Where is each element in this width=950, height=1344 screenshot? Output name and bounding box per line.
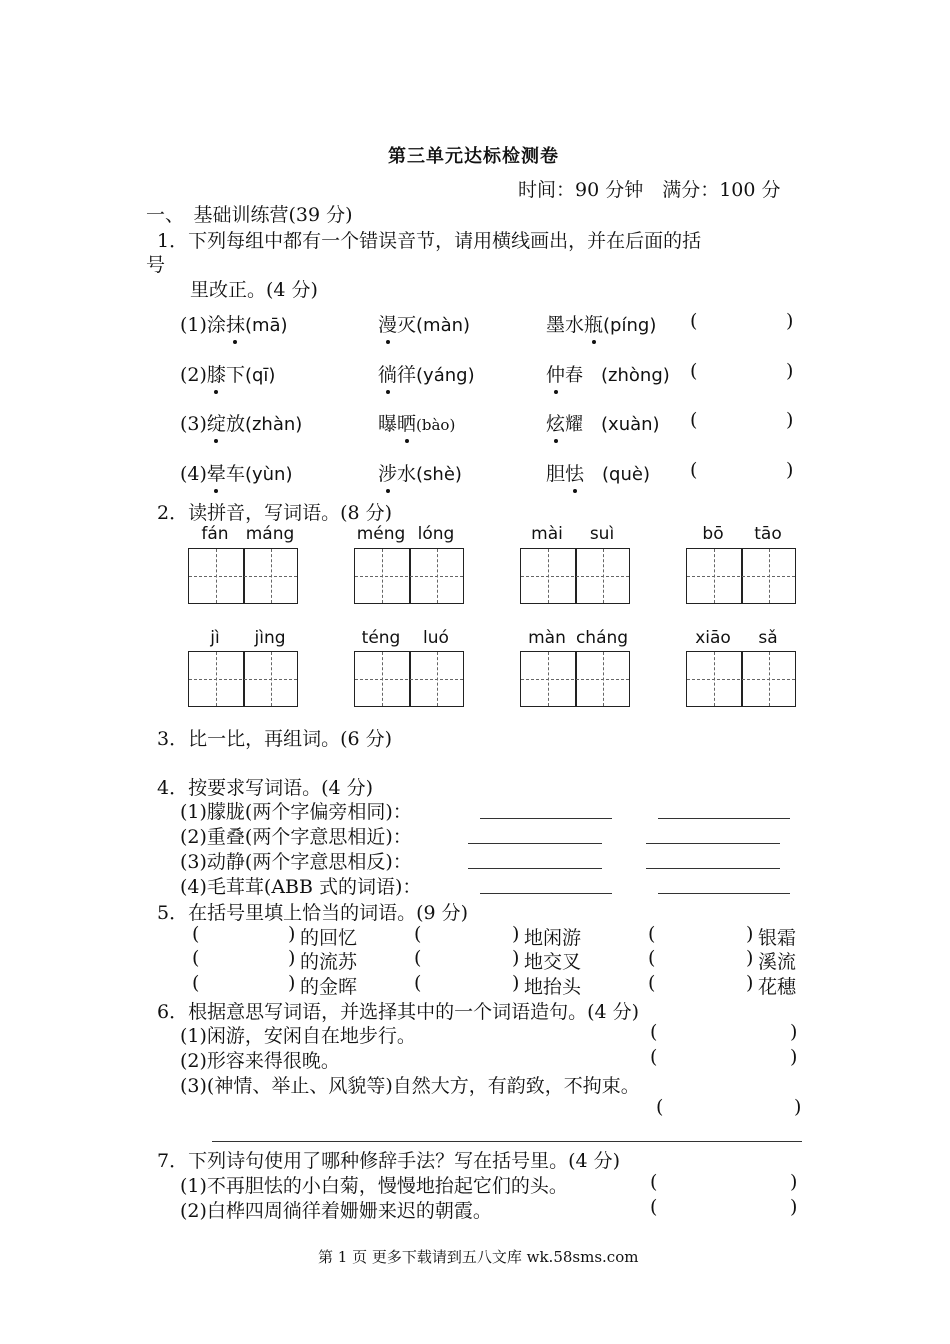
q4-answer-line[interactable]	[480, 818, 612, 819]
q2-pinyin-syllable: bō	[702, 524, 724, 544]
q5-word: 地闲游	[524, 927, 582, 949]
q5-word: 的流苏	[300, 951, 358, 973]
grid-guide	[687, 576, 795, 577]
q1-char-dotted: 炫	[546, 409, 565, 436]
q1-pinyin: (zhàn)	[244, 414, 303, 435]
q2-pinyin-syllable: jì	[210, 628, 220, 648]
q5-paren-left[interactable]: (	[414, 972, 422, 994]
grid-guide	[769, 549, 770, 603]
q2-pinyin-syllable: mài	[531, 524, 563, 544]
grid-guide	[189, 679, 297, 680]
q1-char: 晕	[207, 459, 226, 486]
q1-word-b	[378, 409, 455, 436]
q1-prompt-cont: 号	[146, 254, 166, 276]
q1-answer-paren-right[interactable]: )	[786, 360, 794, 382]
grid-guide	[355, 679, 463, 680]
q6-item: (1)闲游，安闲自在地步行。	[180, 1025, 416, 1047]
q5-word: 地抬头	[524, 976, 582, 998]
q1-word-b	[378, 360, 475, 387]
q1-char: 水	[397, 463, 417, 485]
q7-answer-paren-left[interactable]: (	[650, 1196, 658, 1218]
q2-writing-grid[interactable]	[188, 651, 298, 707]
q2-pinyin-syllable: jìng	[254, 628, 286, 648]
q1-answer-paren-left[interactable]: (	[690, 310, 698, 332]
q6-answer-paren-right[interactable]: )	[794, 1096, 802, 1118]
q1-word-b	[378, 310, 470, 337]
q5-paren-left[interactable]: (	[192, 972, 200, 994]
q5-paren-left[interactable]: (	[648, 923, 656, 945]
q5-word: 银霜	[758, 927, 797, 949]
q1-char-dotted: 怯	[565, 459, 584, 486]
q5-paren-left[interactable]: (	[414, 947, 422, 969]
q1-char: 晒	[397, 409, 416, 436]
q4-prompt: 4．按要求写词语。(4 分)	[157, 777, 374, 799]
q1-char-dotted: 瓶	[584, 310, 603, 337]
q1-answer-paren-left[interactable]: (	[690, 409, 698, 431]
q1-pinyin: 耀 (xuàn)	[565, 414, 660, 435]
grid-guide	[548, 549, 549, 603]
q1-char: 徉	[397, 364, 417, 386]
q6-item: (3)(神情、举止、风貌等)自然大方，有韵致，不拘束。	[180, 1075, 640, 1097]
q2-pinyin-syllable: cháng	[575, 628, 629, 648]
q4-answer-line[interactable]	[480, 893, 612, 894]
q1-row-number: (1)	[180, 314, 207, 336]
q1-row	[180, 409, 302, 436]
q3-prompt: 3．比一比，再组词。(6 分)	[157, 728, 393, 750]
section-1-heading: 一、 基础训练营(39 分)	[146, 204, 353, 226]
q1-word-c	[546, 360, 670, 387]
q1-row-number: (4)	[180, 463, 207, 485]
q4-answer-line[interactable]	[468, 868, 602, 869]
q6-item: (2)形容来得很晚。	[180, 1050, 340, 1072]
grid-guide	[355, 576, 463, 577]
q1-word-c	[546, 409, 660, 436]
q5-paren-left[interactable]: (	[648, 947, 656, 969]
q4-item: (1)朦胧(两个字偏旁相同)：	[180, 801, 412, 823]
q4-item: (2)重叠(两个字意思相近)：	[180, 826, 412, 848]
q5-paren-right[interactable]: )	[746, 972, 754, 994]
q1-word-a	[180, 463, 292, 485]
q1-char: 徜	[378, 360, 397, 387]
q6-sentence-line[interactable]	[212, 1141, 802, 1142]
q7-answer-paren-right[interactable]: )	[790, 1196, 798, 1218]
grid-guide	[603, 652, 604, 706]
q4-item: (4)毛茸茸(ABB 式的词语)：	[180, 876, 422, 898]
q5-paren-right[interactable]: )	[512, 972, 520, 994]
q1-answer-paren-left[interactable]: (	[690, 459, 698, 481]
q4-answer-line[interactable]	[658, 818, 790, 819]
page-footer: 第 1 页 更多下载请到五八文库 wk.58sms.com	[318, 1248, 639, 1266]
q2-pinyin-syllable: téng	[361, 628, 401, 648]
q1-row	[180, 360, 275, 387]
q4-answer-line[interactable]	[658, 893, 790, 894]
grid-guide	[714, 549, 715, 603]
grid-guide	[437, 549, 438, 603]
grid-guide	[714, 652, 715, 706]
q1-pinyin: (bào)	[416, 416, 456, 434]
grid-guide	[382, 652, 383, 706]
q1-char: 漫	[378, 310, 397, 337]
q2-writing-grid[interactable]	[686, 651, 796, 707]
grid-guide	[271, 549, 272, 603]
q1-char: 胆	[546, 463, 566, 485]
q4-answer-line[interactable]	[646, 868, 780, 869]
q2-pinyin-syllable: fán	[201, 524, 229, 544]
q1-char: 涉	[378, 459, 397, 486]
q1-char-dotted: 抹	[226, 310, 245, 337]
q1-prompt: 1．下列每组中都有一个错误音节，请用横线画出，并在后面的括	[157, 230, 702, 252]
q1-answer-paren-right[interactable]: )	[786, 409, 794, 431]
q2-writing-grid[interactable]	[520, 548, 630, 604]
q1-char-dotted: 车	[225, 463, 245, 485]
q4-answer-line[interactable]	[646, 843, 780, 844]
q1-pinyin: 春 (zhòng)	[565, 365, 670, 386]
q6-answer-paren-right[interactable]: )	[790, 1021, 798, 1043]
q5-word: 溪流	[758, 951, 797, 973]
q1-word-c	[546, 310, 656, 337]
q6-answer-paren-right[interactable]: )	[790, 1046, 798, 1068]
q4-answer-line[interactable]	[468, 843, 602, 844]
q1-row	[180, 459, 292, 486]
q5-paren-left[interactable]: (	[414, 923, 422, 945]
q4-item: (3)动静(两个字意思相反)：	[180, 851, 412, 873]
q1-char: 涂	[206, 314, 226, 336]
q6-answer-paren-left[interactable]: (	[656, 1096, 664, 1118]
q2-pinyin-syllable: tāo	[754, 524, 782, 544]
grid-guide	[216, 549, 217, 603]
q1-word-b	[378, 459, 462, 486]
time-info: 时间：90 分钟 满分：100 分	[518, 179, 781, 201]
grid-guide	[437, 652, 438, 706]
q1-char-dotted: 下	[225, 364, 245, 386]
grid-guide	[521, 576, 629, 577]
grid-guide	[769, 652, 770, 706]
q1-char: 墨水	[546, 314, 585, 336]
q6-answer-paren-left[interactable]: (	[650, 1046, 658, 1068]
q5-paren-right[interactable]: )	[512, 947, 520, 969]
q1-pinyin: (yùn)	[244, 464, 293, 485]
q2-writing-grid[interactable]	[354, 548, 464, 604]
q7-item: (2)白桦四周徜徉着姗姗来迟的朝霞。	[180, 1200, 492, 1222]
q5-word: 的金晖	[300, 976, 358, 998]
q2-pinyin-syllable: sǎ	[758, 628, 778, 648]
q2-prompt: 2．读拼音，写词语。(8 分)	[157, 502, 393, 524]
q5-paren-left[interactable]: (	[192, 947, 200, 969]
q1-row-number: (3)	[180, 413, 207, 435]
q5-word: 花穗	[758, 976, 797, 998]
q6-answer-paren-left[interactable]: (	[650, 1021, 658, 1043]
q7-item: (1)不再胆怯的小白菊，慢慢地抬起它们的头。	[180, 1175, 568, 1197]
q1-word-c	[546, 459, 650, 486]
q1-answer-paren-left[interactable]: (	[690, 360, 698, 382]
grid-guide	[216, 652, 217, 706]
grid-guide	[189, 576, 297, 577]
grid-guide	[271, 652, 272, 706]
q7-prompt: 7．下列诗句使用了哪种修辞手法？写在括号里。(4 分)	[157, 1150, 621, 1172]
q1-pinyin: (què)	[584, 464, 650, 485]
q1-answer-paren-right[interactable]: )	[786, 459, 794, 481]
q5-prompt: 5．在括号里填上恰当的词语。(9 分)	[157, 902, 469, 924]
grid-guide	[382, 549, 383, 603]
q1-char: 绽	[207, 409, 226, 436]
q5-paren-right[interactable]: )	[746, 923, 754, 945]
q2-pinyin-syllable: méng	[356, 524, 406, 544]
q2-writing-grid[interactable]	[354, 651, 464, 707]
grid-guide	[548, 652, 549, 706]
q1-pinyin: (píng)	[603, 315, 657, 336]
q2-pinyin-syllable: máng	[245, 524, 295, 544]
q2-writing-grid[interactable]	[686, 548, 796, 604]
q2-pinyin-syllable: suì	[589, 524, 615, 544]
q1-pinyin: (yáng)	[416, 365, 475, 386]
q6-prompt: 6．根据意思写词语，并选择其中的一个词语造句。(4 分)	[157, 1001, 640, 1023]
q2-pinyin-syllable: luó	[423, 628, 449, 648]
grid-guide	[687, 679, 795, 680]
q1-char-dotted: 放	[225, 413, 245, 435]
q5-paren-right[interactable]: )	[288, 923, 296, 945]
q1-char: 曝	[378, 413, 398, 435]
q1-pinyin: (shè)	[416, 464, 462, 485]
q2-pinyin-syllable: màn	[528, 628, 566, 648]
q5-paren-right[interactable]: )	[288, 972, 296, 994]
q1-char-dotted: 仲	[546, 360, 565, 387]
q2-pinyin-syllable: lóng	[417, 524, 455, 544]
q2-writing-grid[interactable]	[520, 651, 630, 707]
q5-paren-right[interactable]: )	[512, 923, 520, 945]
page-title: 第三单元达标检测卷	[388, 146, 559, 167]
q2-writing-grid[interactable]	[188, 548, 298, 604]
q7-answer-paren-right[interactable]: )	[790, 1171, 798, 1193]
q2-pinyin-syllable: xiāo	[695, 628, 731, 648]
grid-guide	[603, 549, 604, 603]
q5-paren-left[interactable]: (	[192, 923, 200, 945]
q1-pinyin: (màn)	[416, 315, 471, 336]
q1-row-number: (2)	[180, 364, 207, 386]
q1-prompt-cont2: 里改正。(4 分)	[190, 279, 318, 301]
q1-word-a	[180, 364, 275, 386]
q1-word-a	[180, 314, 288, 336]
q5-word: 地交叉	[524, 951, 582, 973]
q1-row	[180, 310, 288, 337]
q7-answer-paren-left[interactable]: (	[650, 1171, 658, 1193]
q5-word: 的回忆	[300, 927, 358, 949]
grid-guide	[521, 679, 629, 680]
q5-paren-right[interactable]: )	[746, 947, 754, 969]
q1-word-a	[180, 413, 302, 435]
q1-pinyin: (mā)	[244, 315, 288, 336]
q1-char: 灭	[397, 314, 417, 336]
q1-char: 膝	[207, 360, 226, 387]
q1-pinyin: (qī)	[244, 365, 276, 386]
q1-answer-paren-right[interactable]: )	[786, 310, 794, 332]
q5-paren-right[interactable]: )	[288, 947, 296, 969]
q5-paren-left[interactable]: (	[648, 972, 656, 994]
